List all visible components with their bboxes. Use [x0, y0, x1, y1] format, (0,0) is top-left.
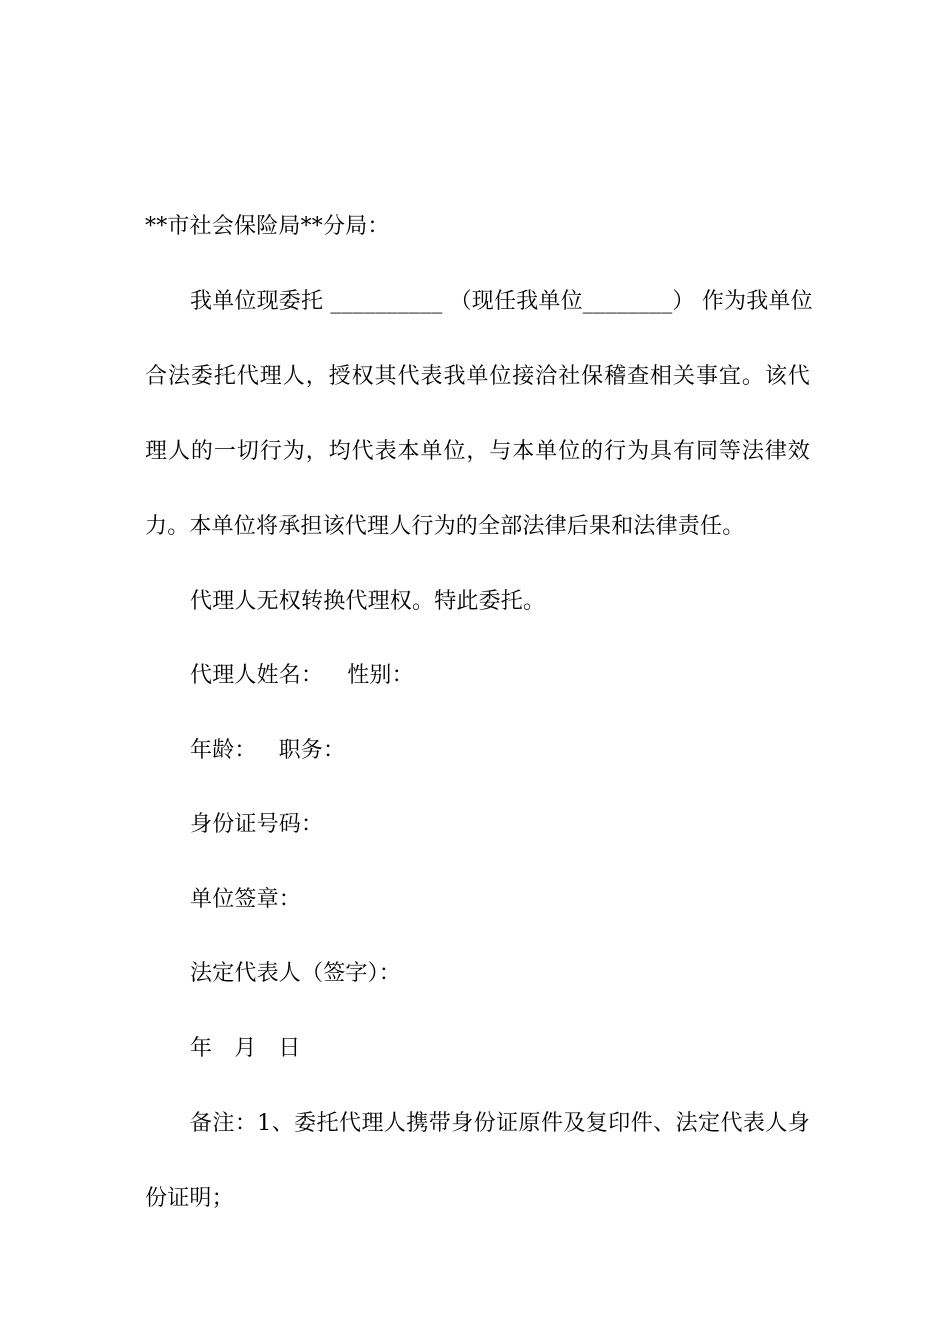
gender-label: 性别：	[347, 663, 414, 688]
note-line-2: 份证明；	[145, 1186, 234, 1211]
paragraph-1-line-4: 力。本单位将承担该代理人行为的全部法律后果和法律责任。	[145, 514, 745, 539]
date-row	[190, 1034, 810, 1064]
note-line-1: 备注：1、委托代理人携带身份证原件及复印件、法定代表人身	[190, 1111, 810, 1136]
paragraph-1-line-2: 合法委托代理人，授权其代表我单位接洽社保稽查相关事宜。该代	[145, 364, 810, 389]
unit-seal-label: 单位签章：	[190, 887, 302, 912]
day-label: 日	[278, 1036, 301, 1061]
month-label: 月	[234, 1036, 257, 1061]
entrust-prefix: 我单位现委托	[190, 289, 324, 314]
entrust-suffix: 作为我单位	[701, 289, 813, 314]
age-label: 年龄：	[190, 738, 257, 763]
agent-name-label: 代理人姓名：	[190, 663, 324, 688]
addressee: **市社会保险局**分局：	[145, 214, 390, 239]
paragraph-1-line-3: 理人的一切行为，均代表本单位，与本单位的行为具有同等法律效	[145, 439, 810, 464]
paragraph-1-line-1	[190, 287, 813, 317]
id-number-label: 身份证号码：	[190, 812, 324, 837]
age-position-row	[190, 736, 810, 766]
paragraph-2: 代理人无权转换代理权。特此委托。	[190, 589, 546, 614]
agent-position-clause: （现任我单位________）	[449, 289, 695, 314]
year-label: 年	[190, 1036, 213, 1061]
legal-representative-label: 法定代表人（签字）：	[190, 961, 402, 986]
agent-name-blank: __________	[330, 289, 443, 314]
position-label: 职务：	[278, 738, 346, 763]
agent-name-gender-row	[190, 661, 810, 691]
